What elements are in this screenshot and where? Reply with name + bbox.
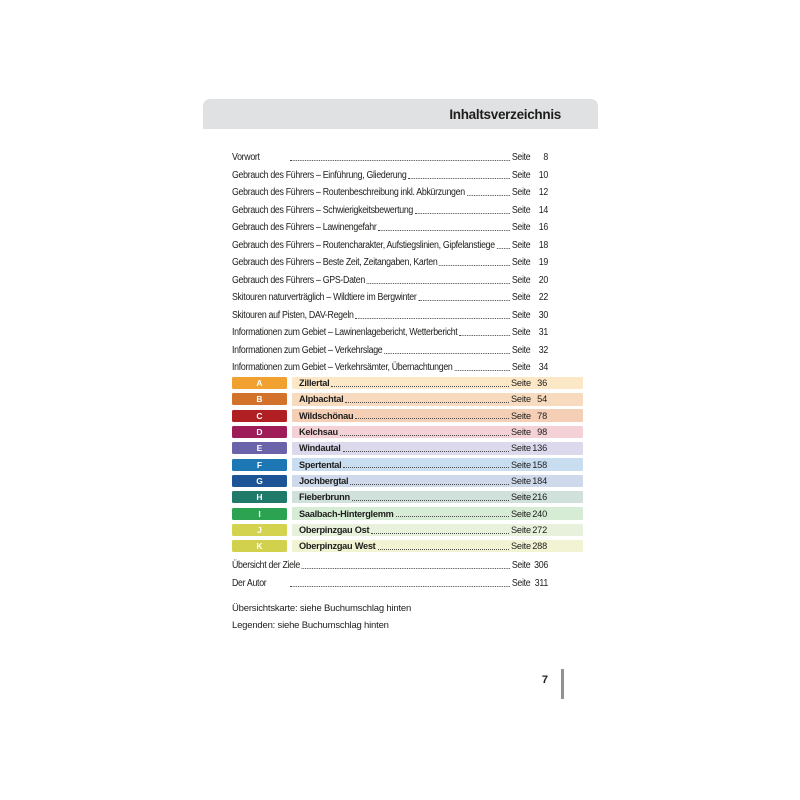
- note-line: Übersichtskarte: siehe Buchumschlag hinten: [232, 603, 412, 614]
- region-bar: [292, 442, 583, 455]
- toc-entry-page: 16: [538, 222, 548, 233]
- toc-entry-label: Skitouren naturverträglich – Wildtiere im Bergwinter: [232, 292, 417, 303]
- seite-label: Seite: [511, 508, 531, 519]
- seite-label: Seite: [511, 492, 531, 503]
- dotted-leader: [396, 516, 509, 517]
- toc-entry-label: Gebrauch des Führers – Routencharakter, Aufstiegslinien, Gipfelanstiege: [232, 239, 495, 251]
- toc-entry-page: 19: [538, 257, 548, 268]
- toc-entry-page: 22: [538, 292, 548, 303]
- region-bar: [292, 507, 583, 520]
- toc-row: [232, 270, 548, 288]
- toc-entry-label: Gebrauch des Führers – Einführung, Gliederung: [232, 169, 407, 181]
- seite-label: Seite: [511, 394, 531, 405]
- region-page: 54: [537, 394, 547, 405]
- dotted-leader: [418, 300, 510, 301]
- seite-label: Seite: [511, 459, 531, 470]
- region-bar: [292, 475, 583, 488]
- dotted-leader: [378, 549, 510, 550]
- dotted-leader: [367, 283, 510, 284]
- region-row: [232, 489, 583, 505]
- seite-label: Seite: [511, 152, 531, 163]
- dotted-leader: [345, 402, 509, 403]
- region-letter-badge: C: [232, 410, 287, 422]
- dotted-leader: [467, 195, 511, 196]
- region-row: [232, 424, 583, 440]
- region-row: [232, 456, 583, 472]
- toc-entry-label: Gebrauch des Führers – Routenbeschreibung inkl. Abkürzungen: [232, 187, 465, 198]
- note-line: Legenden: siehe Buchumschlag hinten: [232, 619, 389, 631]
- seite-label: Seite: [511, 344, 531, 356]
- region-name: Oberpinzgau Ost: [299, 524, 370, 535]
- dotted-leader: [355, 318, 510, 319]
- closing-list: [232, 555, 548, 590]
- toc-entry-page: 32: [538, 344, 548, 356]
- toc-row: [232, 305, 548, 323]
- region-row: [232, 505, 583, 521]
- region-letter-badge: E: [232, 442, 287, 454]
- toc-row: [232, 340, 548, 358]
- region-name: Alpbachtal: [299, 394, 344, 405]
- dotted-leader: [290, 586, 510, 587]
- region-letter-badge: H: [232, 491, 287, 503]
- toc-entry-page: 311: [534, 577, 548, 589]
- toc-row: [232, 555, 548, 573]
- region-bar: [292, 491, 583, 504]
- toc-entry-page: 30: [538, 309, 548, 321]
- dotted-leader: [350, 484, 509, 485]
- seite-label: Seite: [511, 309, 531, 321]
- toc-row: [232, 322, 548, 340]
- toc-row: [232, 165, 548, 183]
- region-page: 136: [532, 443, 547, 454]
- region-page: 216: [532, 492, 547, 503]
- region-bar: [292, 393, 583, 406]
- region-name: Wildschönau: [299, 410, 354, 421]
- seite-label: Seite: [511, 169, 531, 181]
- toc-entry-page: 34: [538, 362, 548, 373]
- seite-label: Seite: [511, 239, 531, 251]
- region-row: [232, 391, 583, 407]
- region-page: 184: [532, 475, 547, 486]
- region-name: Fieberbrunn: [299, 492, 350, 503]
- toc-row: [232, 182, 548, 200]
- toc-entry-page: 31: [538, 327, 548, 338]
- toc-entry-page: 306: [534, 560, 548, 571]
- seite-label: Seite: [511, 524, 531, 535]
- seite-label: Seite: [511, 541, 531, 552]
- region-row: [232, 408, 583, 424]
- page-number: 7: [541, 674, 548, 686]
- dotted-leader: [408, 178, 510, 179]
- region-bar: [292, 540, 583, 553]
- toc-row: [232, 235, 548, 253]
- region-row: [232, 538, 583, 554]
- toc-entry-label: Informationen zum Gebiet – Verkehrslage: [232, 344, 383, 356]
- dotted-leader: [331, 386, 509, 387]
- dotted-leader: [454, 370, 510, 371]
- seite-label: Seite: [511, 560, 531, 571]
- seite-label: Seite: [511, 443, 531, 454]
- dotted-leader: [371, 533, 509, 534]
- region-bar: [292, 458, 583, 471]
- seite-label: Seite: [511, 222, 531, 233]
- region-page: 240: [532, 508, 547, 519]
- seite-label: Seite: [511, 292, 531, 303]
- toc-entry-label: Der Autor: [232, 577, 267, 589]
- toc-entry-label: Gebrauch des Führers – Beste Zeit, Zeitangaben, Karten: [232, 257, 438, 268]
- region-row: [232, 522, 583, 538]
- region-page: 158: [532, 459, 547, 470]
- seite-label: Seite: [511, 410, 531, 421]
- toc-row: [232, 252, 548, 270]
- toc-entry-label: Vorwort: [232, 152, 260, 163]
- region-name: Spertental: [299, 459, 342, 470]
- dotted-leader: [497, 248, 510, 249]
- region-letter-badge: D: [232, 426, 287, 438]
- region-page: 272: [532, 524, 547, 535]
- dotted-leader: [439, 265, 510, 266]
- toc-entry-label: Informationen zum Gebiet – Lawinenlagebericht, Wetterbericht: [232, 327, 458, 338]
- seite-label: Seite: [511, 378, 531, 389]
- dotted-leader: [415, 213, 510, 214]
- dotted-leader: [459, 335, 510, 336]
- region-bar: [292, 377, 583, 390]
- region-row: [232, 473, 583, 489]
- toc-row: [232, 217, 548, 235]
- dotted-leader: [378, 230, 510, 231]
- toc-row: [232, 147, 548, 165]
- seite-label: Seite: [511, 257, 531, 268]
- region-name: Oberpinzgau West: [299, 541, 376, 552]
- region-letter-badge: F: [232, 459, 287, 471]
- region-letter-badge: A: [232, 377, 287, 389]
- region-name: Saalbach-Hinterglemm: [299, 508, 394, 519]
- seite-label: Seite: [511, 187, 531, 198]
- toc-entry-page: 20: [538, 274, 548, 286]
- dotted-leader: [343, 467, 509, 468]
- toc-entry-label: Gebrauch des Führers – GPS-Daten: [232, 274, 365, 286]
- toc-entry-page: 8: [543, 152, 548, 163]
- dotted-leader: [384, 353, 510, 354]
- region-page: 98: [537, 427, 547, 438]
- toc-entry-page: 12: [538, 187, 548, 198]
- seite-label: Seite: [511, 327, 531, 338]
- seite-label: Seite: [511, 475, 531, 486]
- toc-row: [232, 357, 548, 375]
- seite-label: Seite: [511, 274, 531, 286]
- toc-row: [232, 573, 548, 591]
- page-title: Inhaltsverzeichnis: [449, 106, 561, 122]
- toc-entry-label: Skitouren auf Pisten, DAV-Regeln: [232, 309, 354, 321]
- seite-label: Seite: [511, 577, 531, 589]
- region-page: 36: [537, 378, 547, 389]
- region-name: Zillertal: [299, 378, 330, 389]
- region-bar: [292, 426, 583, 439]
- region-letter-badge: J: [232, 524, 287, 536]
- toc-entry-label: Gebrauch des Führers – Schwierigkeitsbewertung: [232, 204, 414, 216]
- toc-entry-page: 18: [538, 239, 548, 251]
- seite-label: Seite: [511, 204, 531, 216]
- dotted-leader: [340, 435, 509, 436]
- region-letter-badge: G: [232, 475, 287, 487]
- dotted-leader: [290, 160, 510, 161]
- dotted-leader: [355, 418, 509, 419]
- region-row: [232, 440, 583, 456]
- dotted-leader: [352, 500, 509, 501]
- region-name: Jochbergtal: [299, 475, 349, 486]
- toc-entry-label: Übersicht der Ziele: [232, 560, 301, 571]
- toc-entry-page: 14: [538, 204, 548, 216]
- region-page: 78: [537, 410, 547, 421]
- seite-label: Seite: [511, 427, 531, 438]
- region-list: [232, 375, 583, 554]
- region-letter-badge: K: [232, 540, 287, 552]
- region-page: 288: [532, 541, 547, 552]
- toc-entry-page: 10: [538, 169, 548, 181]
- toc-row: [232, 287, 548, 305]
- region-name: Windautal: [299, 443, 341, 454]
- header-band: [203, 99, 598, 129]
- toc-row: [232, 200, 548, 218]
- toc-entry-label: Informationen zum Gebiet – Verkehrsämter, Übernachtungen: [232, 362, 453, 373]
- region-letter-badge: I: [232, 508, 287, 520]
- region-row: [232, 375, 583, 391]
- dotted-leader: [302, 568, 510, 569]
- region-letter-badge: B: [232, 393, 287, 405]
- toc-list: [232, 147, 548, 375]
- region-name: Kelchsau: [299, 427, 338, 438]
- region-bar: [292, 524, 583, 537]
- region-bar: [292, 409, 583, 422]
- toc-entry-label: Gebrauch des Führers – Lawinengefahr: [232, 222, 377, 233]
- seite-label: Seite: [511, 362, 531, 373]
- notes: [232, 601, 411, 634]
- dotted-leader: [343, 451, 509, 452]
- footer-bar: [561, 669, 564, 699]
